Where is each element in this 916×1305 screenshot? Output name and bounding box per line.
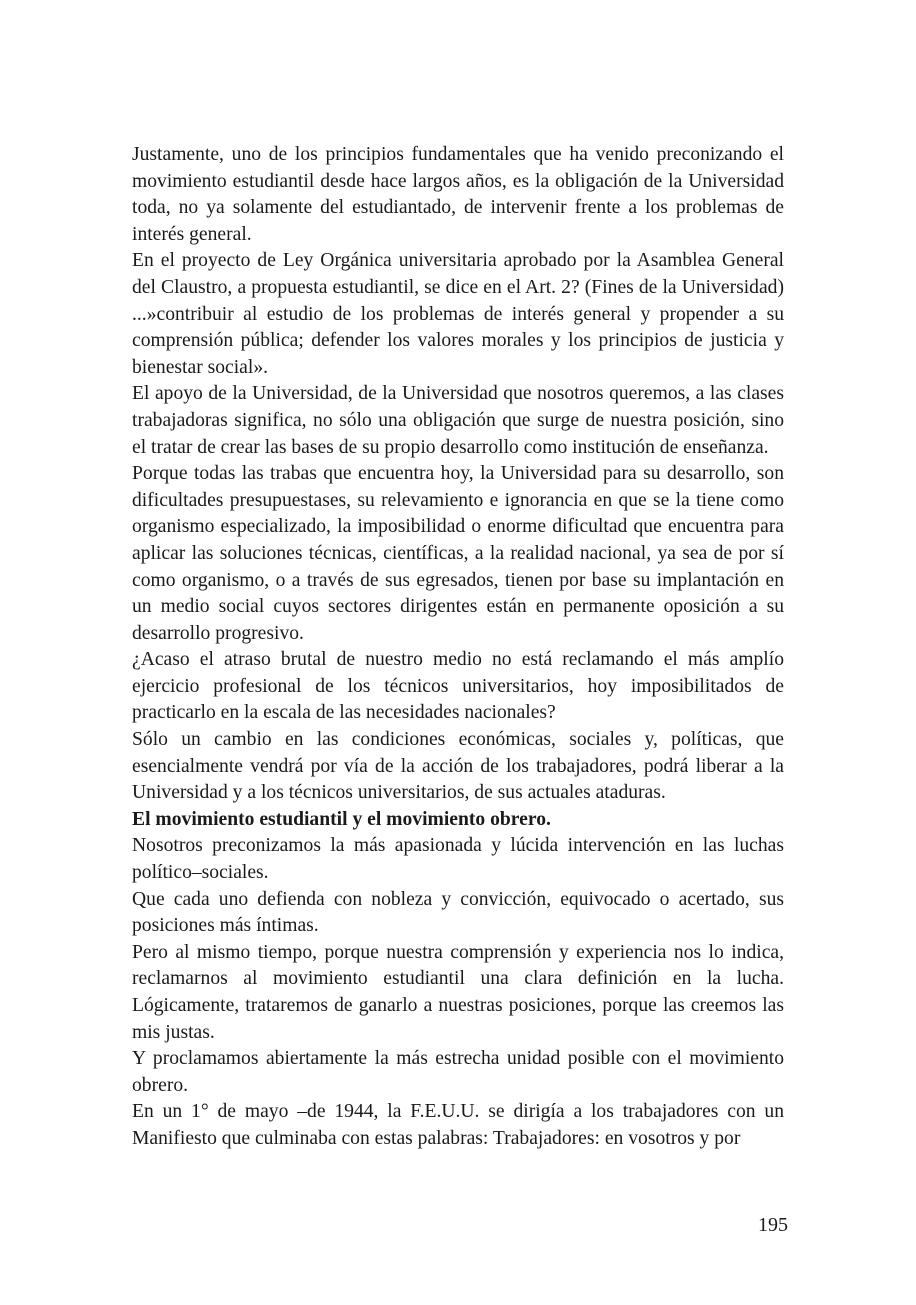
paragraph-5: ¿Acaso el atraso brutal de nuestro medio no está reclamando el más amplío ejercicio profesional de los técnicos universitarios, hoy imposibilitados de practicarlo en la escala de las necesidades nacionales? — [132, 649, 784, 724]
paragraph-3: El apoyo de la Universidad, de la Universidad que nosotros queremos, a las clases trabajadoras significa, no sólo una obligación que surge de nuestra posición, sino el tratar de crear las bases de su propio desarrollo como institución de enseñanza. — [132, 383, 784, 458]
section-heading: El movimiento estudiantil y el movimiento obrero. — [132, 808, 551, 830]
paragraph-4: Porque todas las trabas que encuentra hoy, la Universidad para su desarrollo, son dificultades presupuestases, su relevamiento e ignorancia en que se la tiene como organismo especializado, la imposibilidad o enorme dificultad que encuentra para aplicar las soluciones técnicas, científicas, a la realidad nacional, ya sea de por sí como organismo, o a través de sus egresados, tienen por base su implantación en un medio social cuyos sectores dirigentes están en permanente oposición a su desarrollo progresivo. — [132, 463, 784, 644]
paragraph-9: Pero al mismo tiempo, porque nuestra comprensión y experiencia nos lo indica, reclamarnos al movimiento estudiantil una clara definición en la lucha. Lógicamente, trataremos de ganarlo a nuestras posiciones, porque las creemos las mis justas. — [132, 941, 784, 1043]
page-number: 195 — [758, 1214, 788, 1236]
paragraph-10: Y proclamamos abiertamente la más estrecha unidad posible con el movimiento obrero. — [132, 1048, 784, 1096]
paragraph-2: En el proyecto de Ley Orgánica universitaria aprobado por la Asamblea General del Claustro, a propuesta estudiantil, se dice en el Art. 2? (Fines de la Universidad) ...»contribuir al estudio de los problemas de interés general y propender a su comprensión pública; defender los valores morales y los principios de justicia y bienestar social». — [132, 250, 784, 378]
body-text — [132, 142, 784, 1153]
paragraph-7: Nosotros preconizamos la más apasionada y lúcida intervención en las luchas político–sociales. — [132, 835, 784, 884]
paragraph-1: Justamente, uno de los principios fundamentales que ha venido preconizando el movimiento estudiantil desde hace largos años, es la obligación de la Universidad toda, no ya solamente del estudiantado, de intervenir frente a los problemas de interés general. — [132, 144, 784, 245]
paragraph-6: Sólo un cambio en las condiciones económicas, sociales y, políticas, que esencialmente vendrá por vía de la acción de los trabajadores, podrá liberar a la Universidad y a los técnicos universitarios, de sus actuales ataduras. — [132, 729, 784, 804]
paragraph-11: En un 1° de mayo –de 1944, la F.E.U.U. se dirigía a los trabajadores con un Manifiesto que culminaba con estas palabras: Trabajadores: en vosotros y por — [132, 1101, 784, 1149]
paragraph-8: Que cada uno defienda con nobleza y convicción, equivocado o acertado, sus posiciones más íntimas. — [132, 888, 784, 937]
